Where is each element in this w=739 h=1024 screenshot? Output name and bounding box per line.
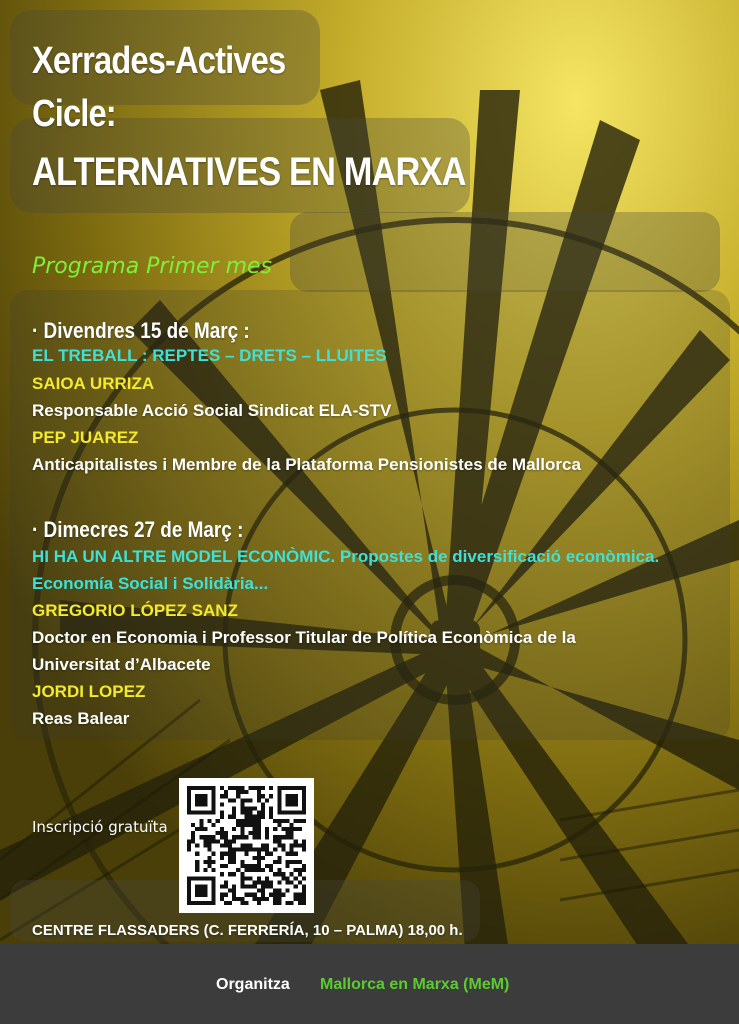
session-1-speaker-2-name: PEP JUAREZ	[32, 428, 139, 447]
poster-title: Xerrades-Actives	[32, 40, 286, 82]
qr-code-pattern	[187, 786, 306, 905]
qr-code-icon[interactable]	[179, 778, 314, 913]
cycle-title: ALTERNATIVES EN MARXA	[32, 150, 466, 194]
poster-subtitle: Cicle:	[32, 93, 116, 135]
session-2-speaker-1-name: GREGORIO LÓPEZ SANZ	[32, 601, 238, 620]
organizer-name: Mallorca en Marxa (MeM)	[320, 976, 510, 993]
session-1-topic: EL TREBALL : REPTES – DRETS – LLUITES	[32, 346, 387, 365]
registration-label: Inscripció gratuïta	[32, 818, 168, 836]
session-2-speaker-2-name: JORDI LOPEZ	[32, 682, 146, 701]
session-1-date: · Divendres 15 de Març :	[32, 318, 250, 343]
session-2-date: · Dimecres 27 de Març :	[32, 517, 244, 542]
session-1-speaker-1-name: SAIOA URRIZA	[32, 374, 155, 393]
venue-info: CENTRE FLASSADERS (C. FERRERÍA, 10 – PALMA) 18,00 h.	[32, 922, 463, 939]
session-2-topic-line2: Economía Social i Solidària...	[32, 574, 269, 593]
organizer-label: Organitza	[216, 976, 290, 993]
session-1-speaker-2-role: Anticapitalistes i Membre de la Plataforma Pensionistes de Mallorca	[32, 455, 581, 474]
footer-bar	[0, 944, 739, 1024]
session-2-topic-line1: HI HA UN ALTRE MODEL ECONÒMIC. Propostes de diversificació econòmica.	[32, 547, 660, 566]
programme-label: Programa Primer mes	[32, 254, 273, 279]
session-2-speaker-2-role: Reas Balear	[32, 709, 130, 728]
session-2-speaker-1-role-line1: Doctor en Economia i Professor Titular de Política Econòmica de la	[32, 628, 576, 647]
session-2-speaker-1-role-line2: Universitat d’Albacete	[32, 655, 211, 674]
session-1-speaker-1-role: Responsable Acció Social Sindicat ELA-STV	[32, 401, 392, 420]
programme-panel	[290, 212, 720, 292]
